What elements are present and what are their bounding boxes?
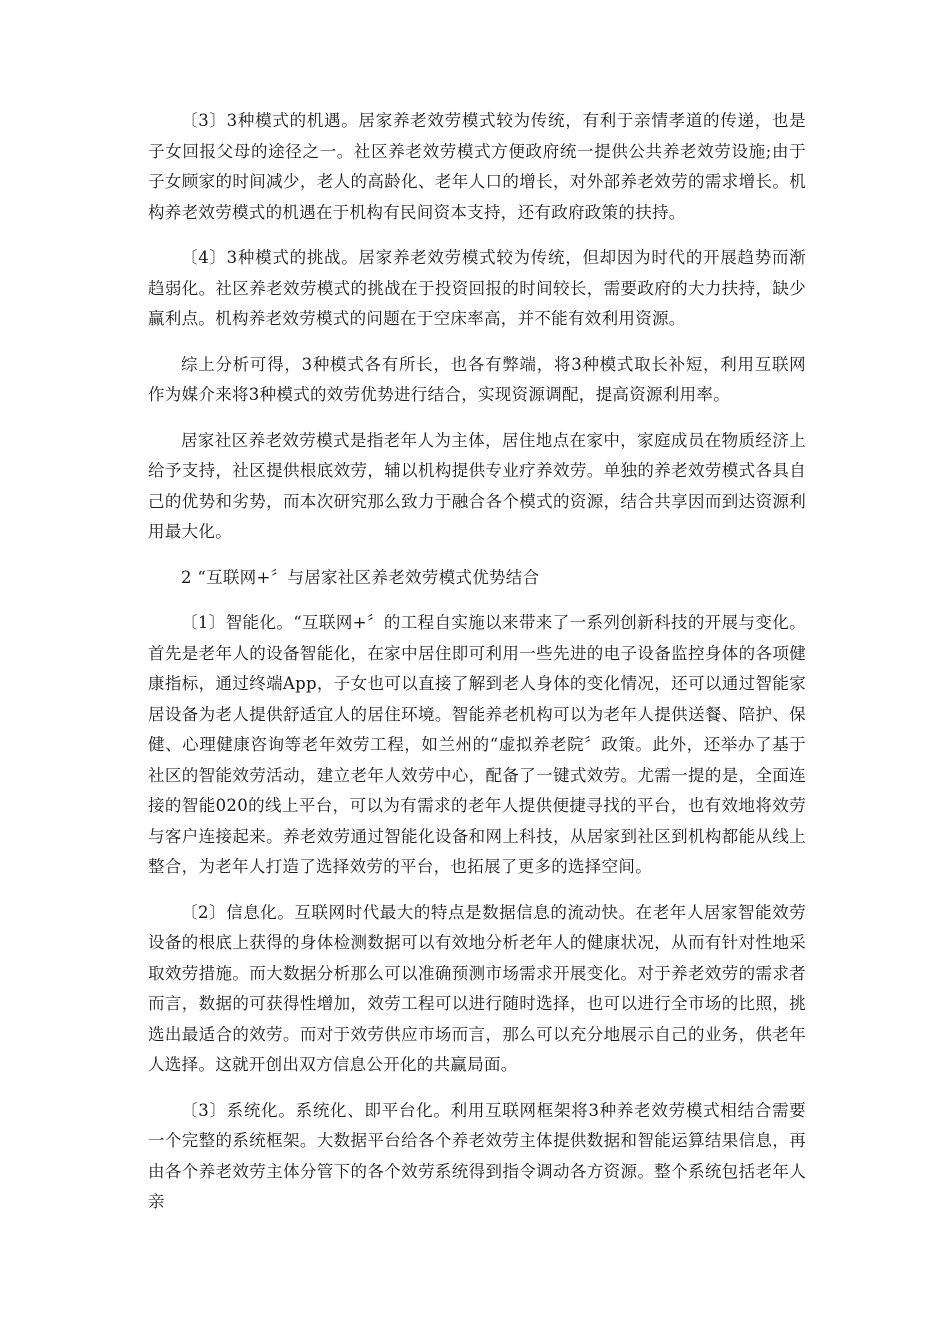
paragraph-systematization: 〔3〕系统化。系统化、即平台化。利用互联网框架将3种养老效劳模式相结合需要一个完整的系统框架。大数据平台给各个养老效劳主体提供数据和智能运算结果信息，再由各个养老效劳主体分管下的各个效劳系统得到指令调动各方资源。整个系统包括老年人亲	[148, 1100, 806, 1211]
paragraph-challenges: 〔4〕3种模式的挑战。居家养老效劳模式较为传统，但却因为时代的开展趋势而渐趋弱化。社区养老效劳模式的挑战在于投资回报的时间较长，需要政府的大力扶持，缺少赢利点。机构养老效劳模式的问题在于空床率高，并不能有效利用资源。	[148, 248, 806, 328]
paragraph-home-community-model: 居家社区养老效劳模式是指老年人为主体，居住地点在家中，家庭成员在物质经济上给予支持，社区提供根底效劳，辅以机构提供专业疗养效劳。单独的养老效劳模式各具自己的优势和劣势，而本次研究那么致力于融合各个模式的资源，结合共享因而到达资源利用最大化。	[148, 430, 806, 541]
paragraph-summary: 综上分析可得，3种模式各有所长，也各有弊端，将3种模式取长补短，利用互联网作为媒介来将3种模式的效劳优势进行结合，实现资源调配，提高资源利用率。	[148, 354, 806, 404]
paragraph-intelligent: 〔1〕智能化。“互联网+〞的工程自实施以来带来了一系列创新科技的开展与变化。首先是老年人的设备智能化，在家中居住即可利用一些先进的电子设备监控身体的各项健康指标，通过终端App，子女也可以直接了解到老人身体的变化情况，还可以通过智能家居设备为老人提供舒适宜人的居住环境。智能养老机构可以为老年人提供送餐、陪护、保健、心理健康咨询等老年效劳工程，如兰州的“虚拟养老院〞政策。此外，还举办了基于社区的智能效劳活动，建立老年人效劳中心，配备了一键式效劳。尤需一提的是，全面连接的智能020的线上平台，可以为有需求的老年人提供便捷寻找的平台，也有效地将效劳与客户连接起来。养老效劳通过智能化设备和网上科技，从居家到社区到机构都能从线上整合，为老年人打造了选择效劳的平台，也拓展了更多的选择空间。	[148, 613, 806, 876]
paragraph-informatization: 〔2〕信息化。互联网时代最大的特点是数据信息的流动快。在老年人居家智能效劳设备的根底上获得的身体检测数据可以有效地分析老年人的健康状况，从而有针对性地采取效劳措施。而大数据分析那么可以准确预测市场需求开展变化。对于养老效劳的需求者而言，数据的可获得性增加，效劳工程可以进行随时选择，也可以进行全市场的比照，挑选出最适合的效劳。而对于效劳供应市场而言，那么可以充分地展示自己的业务，供老年人选择。这就开创出双方信息公开化的共赢局面。	[148, 902, 806, 1074]
section-heading: 2 “互联网+〞与居家社区养老效劳模式优势结合	[181, 567, 540, 587]
paragraph-opportunities: 〔3〕3种模式的机遇。居家养老效劳模式较为传统，有利于亲情孝道的传递，也是子女回报父母的途径之一。社区养老效劳模式方便政府统一提供公共养老效劳设施;由于子女顾家的时间减少，老人的高龄化、老年人口的增长，对外部养老效劳的需求增长。机构养老效劳模式的机遇在于机构有民间资本支持，还有政府政策的扶持。	[148, 111, 806, 222]
document-body	[148, 106, 806, 1233]
